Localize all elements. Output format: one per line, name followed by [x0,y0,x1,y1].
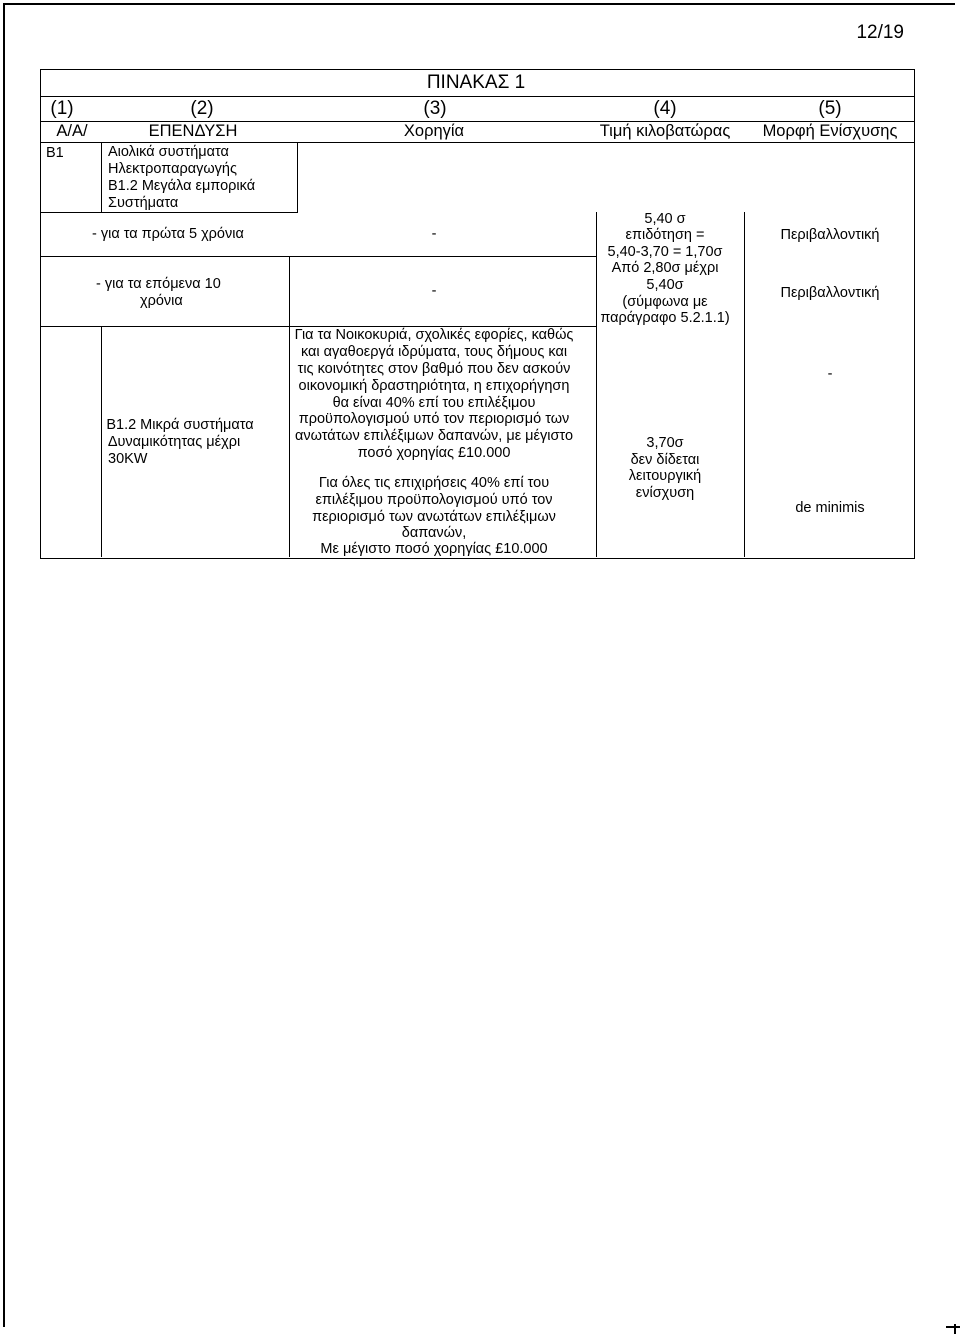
period-label: χρόνια [140,293,183,309]
grant-text: περιορισμό των ανωτάτων επιλέξιμων [312,509,556,525]
investment-line: Β1.2 Μεγάλα εμπορικά [108,178,256,194]
aid-form: Περιβαλλοντική [780,285,880,301]
column-divider [596,212,597,557]
grant-text: οικονομική δραστηριότητα, η επιχορήγηση [298,378,570,394]
grant-text: και αγαθοεργά ιδρύματα, τους δήμους και [300,344,568,360]
column-header: Χορηγία [403,122,465,140]
investment-line: Συστήματα [108,195,179,211]
table-title: ΠΙΝΑΚΑΣ 1 [426,72,526,93]
grant-value: - [431,283,437,299]
grant-text: Με μέγιστο ποσό χορηγίας £10.000 [320,541,548,557]
aid-form: Περιβαλλοντική [780,227,880,243]
price-line: 3,70σ [646,435,684,451]
row-code: Β1 [46,145,64,161]
column-number: (5) [818,98,842,119]
price-line: δεν δίδεται [630,452,700,468]
price-line: λειτουργική [628,468,702,484]
column-number: (2) [190,98,214,119]
column-divider [289,256,290,326]
grant-text: τις κοινότητες στον βαθμό που δεν ασκούν [297,361,571,377]
period-label: - για τα επόμενα 10 [96,276,221,292]
investment-line: Δυναμικότητας μέχρι [107,434,241,450]
page-number: 12/19 [856,22,904,43]
investment-line: Αιολικά συστήματα [108,144,229,160]
price-line: επιδότηση = [625,227,705,243]
grant-text: ποσό χορηγίας £10.000 [357,445,511,461]
grant-text: ανωτάτων επιλέξιμων δαπανών, με μέγιστο [294,428,574,444]
investment-line: Β1.2 Μικρά συστήματα [106,417,254,433]
row-divider [40,212,298,213]
price-line: Από 2,80σ μέχρι [611,260,719,276]
price-line: (σύμφωνα με [622,294,708,310]
column-divider [744,212,745,557]
grant-text: Για όλες τις επιχιρήσεις 40% επί του [318,475,550,491]
price-line: 5,40-3,70 = 1,70σ [607,244,723,260]
column-divider [101,326,102,557]
price-line: ενίσχυση [635,485,695,501]
column-divider [289,326,290,557]
grant-value: - [431,226,437,242]
investment-line: 30KW [108,451,148,467]
price-line: παράγραφο 5.2.1.1) [600,310,730,326]
column-header: ΕΠΕΝΔΥΣΗ [148,122,238,140]
row-divider [40,142,915,143]
column-header: Τιμή κιλοβατώρας [599,122,731,140]
grant-text: θα είναι 40% επί του επιλέξιμου [332,395,536,411]
column-number: (1) [50,98,74,119]
investment-line: Ηλεκτροπαραγωγής [108,161,237,177]
grant-text: προϋπολογισμού υπό τον περιορισμό των [298,411,570,427]
column-divider [297,142,298,212]
grant-text: επιλέξιμου προϋπολογισμού υπό τον [315,492,553,508]
grant-text: Για τα Νοικοκυριά, σχολικές εφορίες, καθώς [294,327,574,343]
column-divider [101,142,102,212]
column-header: Μορφή Ενίσχυσης [762,122,898,140]
crop-mark [946,1326,960,1328]
price-line: 5,40 σ [644,211,686,227]
row-divider [40,256,596,257]
aid-form: - [827,366,833,382]
column-number: (4) [653,98,677,119]
grant-text: δαπανών, [401,525,467,541]
column-header: Α/Α/ [56,122,88,140]
row-divider [40,96,915,97]
column-number: (3) [423,98,447,119]
period-label: - για τα πρώτα 5 χρόνια [92,226,244,242]
price-line: 5,40σ [646,277,684,293]
aid-form: de minimis [795,500,865,516]
